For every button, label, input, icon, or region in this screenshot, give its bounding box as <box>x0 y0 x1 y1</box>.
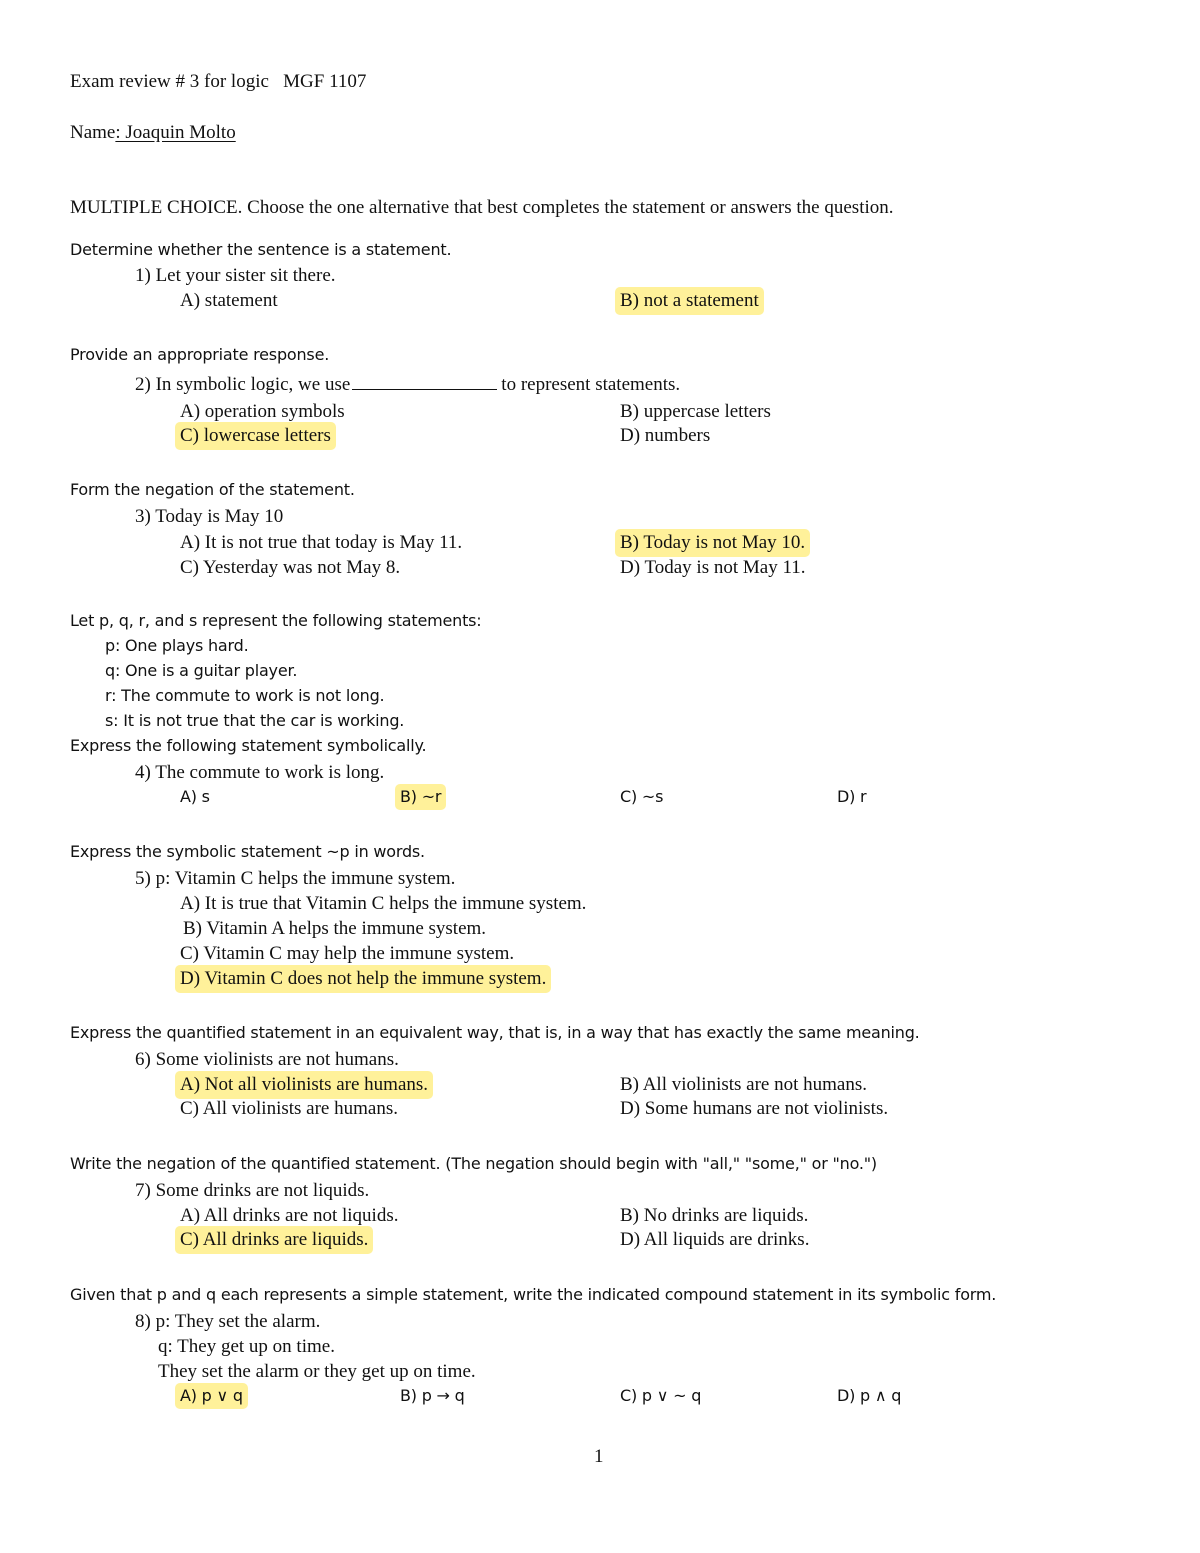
question-stem: 1) Let your sister sit there. <box>135 265 336 286</box>
option-a[interactable]: A) statement <box>180 290 278 311</box>
stem-after-blank: to represent statements. <box>501 374 681 395</box>
section-heading: Write the negation of the quantified statement. (The negation should begin with "all," "some," or "no.") <box>70 1154 877 1173</box>
section-heading: Express the quantified statement in an equivalent way, that is, in a way that has exactly the same meaning. <box>70 1023 920 1042</box>
option-d[interactable]: D) numbers <box>620 425 711 446</box>
question-stem: 3) Today is May 10 <box>135 506 284 527</box>
definition-r: r: The commute to work is not long. <box>105 686 385 705</box>
option-d-selected[interactable] <box>180 969 551 988</box>
option-d[interactable]: D) Today is not May 11. <box>620 557 806 578</box>
option-c[interactable]: C) p ∨ ~ q <box>620 1386 702 1405</box>
question-stem: 7) Some drinks are not liquids. <box>135 1180 370 1201</box>
option-d[interactable]: D) All liquids are drinks. <box>620 1229 810 1250</box>
question-stem: 5) p: Vitamin C helps the immune system. <box>135 868 456 889</box>
exam-title <box>70 72 366 91</box>
definition-s: s: It is not true that the car is working. <box>105 711 405 730</box>
option-b-selected[interactable] <box>400 789 446 805</box>
stem-before-blank: 2) In symbolic logic, we use <box>135 374 351 395</box>
option-c-selected[interactable] <box>180 426 336 445</box>
section-heading: Form the negation of the statement. <box>70 480 355 499</box>
answer-highlight: A) Not all violinists are humans. <box>175 1071 433 1099</box>
answer-highlight: D) Vitamin C does not help the immune system. <box>175 965 551 993</box>
option-c[interactable]: C) ~s <box>620 787 664 806</box>
option-c-selected[interactable] <box>180 1230 373 1249</box>
option-b[interactable]: B) p → q <box>400 1386 465 1405</box>
option-d[interactable]: D) p ∧ q <box>837 1386 902 1405</box>
option-b[interactable]: B) Vitamin A helps the immune system. <box>183 918 487 939</box>
name-label: Name <box>70 122 116 143</box>
answer-highlight: B) Today is not May 10. <box>615 529 810 557</box>
question-stem: 8) p: They set the alarm. <box>135 1311 321 1332</box>
option-a-selected[interactable] <box>180 1075 433 1094</box>
compound-statement: They set the alarm or they get up on time. <box>158 1361 476 1382</box>
option-a-selected[interactable] <box>180 1388 248 1404</box>
exam-title-text: Exam review # 3 for logic <box>70 71 269 92</box>
question-q-definition: q: They get up on time. <box>158 1336 335 1357</box>
answer-highlight: C) All drinks are liquids. <box>175 1226 373 1254</box>
course-code: MGF 1107 <box>283 71 367 92</box>
section-heading: Provide an appropriate response. <box>70 345 330 364</box>
answer-highlight: B) ~r <box>395 784 446 810</box>
name-value: : Joaquin Molto <box>115 122 236 143</box>
option-c[interactable]: C) Vitamin C may help the immune system. <box>180 943 515 964</box>
student-name <box>70 123 236 142</box>
section-heading: Express the symbolic statement ~p in words. <box>70 842 425 861</box>
section-heading: Express the following statement symbolically. <box>70 736 427 755</box>
question-stem <box>135 372 680 394</box>
page-number: 1 <box>594 1446 604 1467</box>
option-b[interactable]: B) uppercase letters <box>620 401 771 422</box>
option-d[interactable]: D) r <box>837 787 867 806</box>
instructions: MULTIPLE CHOICE. Choose the one alternative that best completes the statement or answers the question. <box>70 197 894 218</box>
option-b-selected[interactable] <box>620 533 810 552</box>
section-heading: Given that p and q each represents a simple statement, write the indicated compound statement in its symbolic form. <box>70 1285 997 1304</box>
option-a[interactable]: A) It is true that Vitamin C helps the immune system. <box>180 893 587 914</box>
option-a[interactable]: A) operation symbols <box>180 401 345 422</box>
option-a[interactable]: A) It is not true that today is May 11. <box>180 532 463 553</box>
answer-blank <box>352 372 497 390</box>
option-d[interactable]: D) Some humans are not violinists. <box>620 1098 889 1119</box>
option-c[interactable]: C) Yesterday was not May 8. <box>180 557 401 578</box>
definition-p: p: One plays hard. <box>105 636 249 655</box>
section-heading: Determine whether the sentence is a statement. <box>70 240 452 259</box>
question-stem: 4) The commute to work is long. <box>135 762 385 783</box>
option-a[interactable]: A) s <box>180 787 210 806</box>
option-c[interactable]: C) All violinists are humans. <box>180 1098 398 1119</box>
answer-highlight: A) p ∨ q <box>175 1383 248 1409</box>
option-b[interactable]: B) No drinks are liquids. <box>620 1205 809 1226</box>
option-a[interactable]: A) All drinks are not liquids. <box>180 1205 399 1226</box>
answer-highlight: C) lowercase letters <box>175 422 336 450</box>
option-b-selected[interactable] <box>620 291 764 310</box>
section-heading: Let p, q, r, and s represent the following statements: <box>70 611 482 630</box>
option-b[interactable]: B) All violinists are not humans. <box>620 1074 867 1095</box>
answer-highlight: B) not a statement <box>615 287 764 315</box>
question-stem: 6) Some violinists are not humans. <box>135 1049 399 1070</box>
definition-q: q: One is a guitar player. <box>105 661 298 680</box>
